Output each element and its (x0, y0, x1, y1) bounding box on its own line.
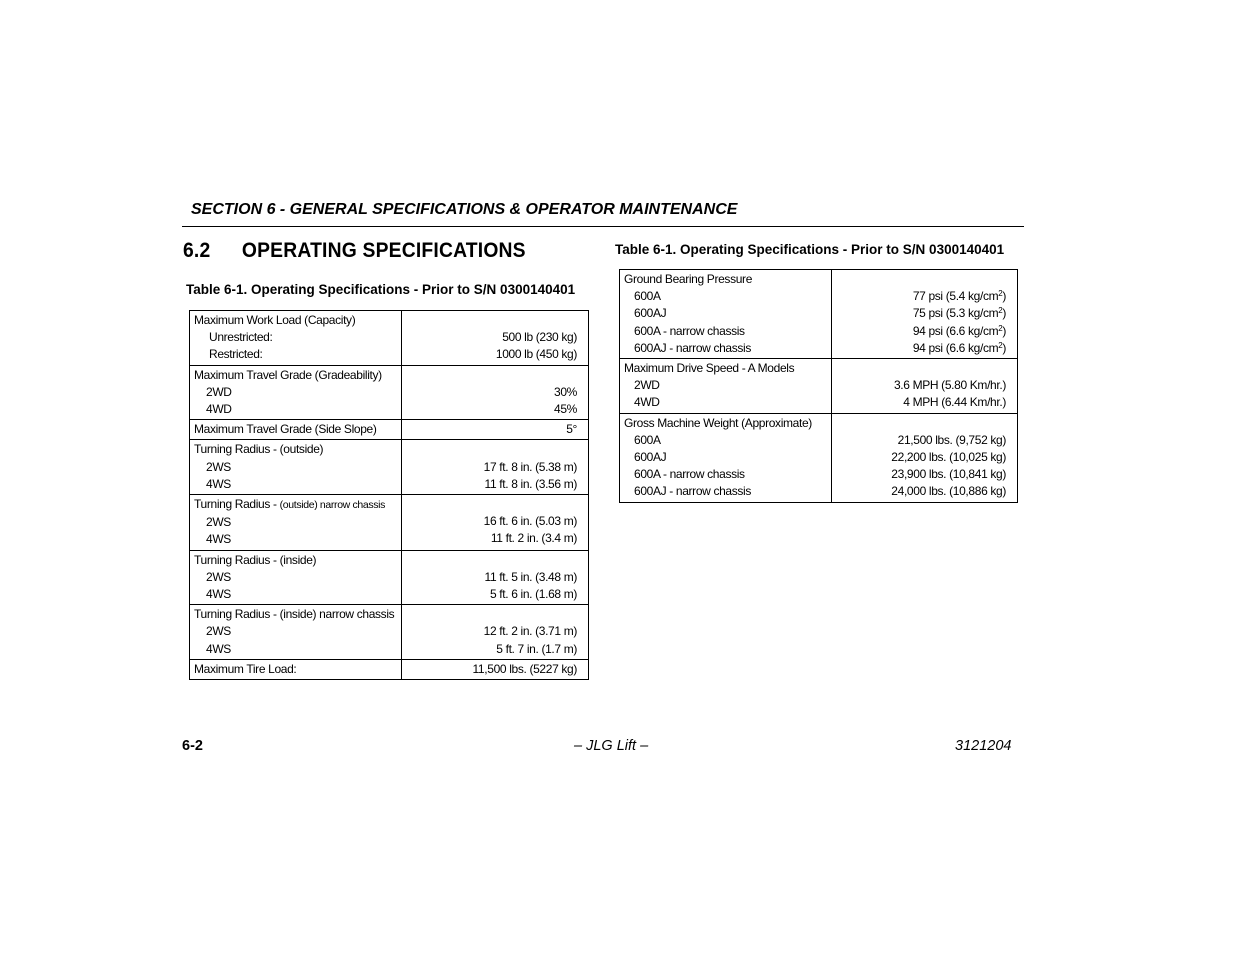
spec-label-cell (620, 270, 832, 359)
spec-item-value (406, 586, 577, 603)
spec-row (190, 420, 589, 440)
spec-value-text: 94 psi (6.6 kg/cm (912, 323, 999, 338)
spec-item-label: 600A (634, 432, 661, 447)
spec-heading-text: Maximum Drive Speed - A Models (624, 361, 795, 376)
spec-value-text: 22,200 lbs. (10,025 kg) (891, 450, 1006, 465)
section-heading (183, 239, 526, 263)
spec-value-spacer (836, 271, 1006, 288)
spec-value-text: 17 ft. 8 in. (5.38 m) (483, 459, 577, 474)
spec-value-suffix: ) (1002, 306, 1006, 321)
spec-item-label: 4WD (206, 402, 232, 417)
spec-item-value (836, 394, 1006, 411)
spec-heading-text: Maximum Work Load (Capacity) (194, 313, 356, 327)
spec-item-label: 4WD (634, 395, 660, 410)
spec-label-cell (620, 413, 832, 502)
spec-value-spacer (406, 312, 577, 329)
spec-label-cell (190, 659, 402, 679)
spec-heading (194, 606, 397, 623)
spec-item-label: 4WS (206, 641, 231, 656)
spec-value-suffix: ) (1002, 340, 1006, 355)
spec-heading (194, 496, 397, 514)
spec-item-label: 4WS (206, 587, 231, 602)
spec-heading-text: Turning Radius - (194, 497, 280, 512)
spec-row (620, 270, 1018, 359)
spec-heading-text: Gross Machine Weight (Approximate) (624, 415, 812, 430)
spec-item-label: 600AJ - narrow chassis (634, 484, 752, 499)
spec-value-text: 12 ft. 2 in. (3.71 m) (483, 624, 577, 639)
spec-value-cell (832, 270, 1018, 359)
spec-item-value (406, 401, 577, 418)
spec-heading (194, 552, 397, 569)
spec-item-value (836, 432, 1006, 449)
spec-value-cell (402, 311, 589, 366)
spec-value-text: 16 ft. 6 in. (5.03 m) (483, 514, 577, 529)
spec-item-value: 11,500 lbs. (5227 kg) (472, 661, 577, 676)
spec-item-value (836, 483, 1006, 500)
section-title: OPERATING SPECIFICATIONS (241, 239, 526, 262)
spec-value-spacer (406, 496, 577, 513)
spec-value-text: 5 ft. 6 in. (1.68 m) (489, 587, 577, 602)
spec-value-text: 77 psi (5.4 kg/cm (912, 289, 999, 304)
spec-heading-text: Turning Radius - (outside) (194, 442, 324, 457)
spec-heading (624, 271, 827, 288)
spec-value-cell (402, 605, 589, 660)
left-table-caption: Table 6-1. Operating Specifications - Prior to S/N 0300140401 (186, 282, 576, 297)
spec-item-label: 600AJ - narrow chassis (634, 340, 752, 355)
spec-item-value (406, 623, 577, 640)
spec-heading (194, 312, 397, 329)
spec-item-value (406, 384, 577, 401)
spec-row (620, 413, 1018, 502)
spec-value-suffix: ) (1002, 323, 1006, 338)
page-number: 6-2 (182, 738, 203, 754)
section-header: SECTION 6 - GENERAL SPECIFICATIONS & OPERATOR MAINTENANCE (191, 201, 738, 218)
spec-heading-text: Maximum Tire Load: (194, 661, 297, 676)
spec-value-exponent: 2 (998, 340, 1003, 350)
spec-item-value (406, 459, 577, 476)
spec-value-text: 11 ft. 2 in. (3.4 m) (490, 531, 577, 546)
spec-heading-text: Turning Radius - (inside) narrow chassis (194, 607, 395, 622)
spec-value-text: 11 ft. 5 in. (3.48 m) (484, 569, 577, 584)
spec-label-cell (190, 440, 402, 495)
document-number: 3121204 (955, 738, 1012, 754)
spec-value-spacer (836, 415, 1006, 432)
spec-heading (624, 415, 827, 432)
spec-item-value (406, 641, 577, 658)
spec-value-cell (402, 550, 589, 605)
spec-value-exponent: 2 (998, 289, 1003, 299)
spec-item-label: 600AJ (634, 450, 667, 465)
spec-heading-text: Maximum Travel Grade (Side Slope) (194, 422, 377, 437)
spec-heading-text: Ground Bearing Pressure (624, 272, 753, 286)
spec-value-cell (402, 495, 589, 551)
spec-label-cell (190, 495, 402, 551)
spec-row (190, 659, 589, 679)
spec-heading (194, 367, 397, 384)
spec-row (190, 550, 589, 605)
spec-value-spacer (406, 367, 577, 384)
spec-value-cell (832, 413, 1018, 502)
spec-heading (194, 441, 397, 458)
spec-value-text: 3.6 MPH (5.80 Km/hr.) (893, 378, 1006, 393)
spec-heading (194, 661, 397, 678)
spec-row (190, 365, 589, 420)
spec-value-spacer (406, 606, 577, 623)
spec-value-text: 30% (554, 384, 577, 399)
spec-item-label: 600A - narrow chassis (634, 467, 745, 482)
spec-item-label: 4WS (206, 532, 231, 547)
spec-value-cell (402, 440, 589, 495)
spec-item-value (836, 288, 1006, 305)
spec-item-label: 2WD (634, 378, 660, 393)
spec-item-label: Restricted: (209, 347, 263, 362)
header-rule (182, 226, 1024, 227)
spec-value-cell (402, 365, 589, 420)
spec-value-text: 75 psi (5.3 kg/cm (912, 306, 999, 321)
spec-heading (624, 360, 827, 377)
spec-value-spacer (406, 441, 577, 458)
spec-item-value (836, 305, 1006, 322)
spec-item-label: Unrestricted: (209, 330, 273, 345)
spec-value-exponent: 2 (998, 306, 1003, 316)
spec-value-text: 500 lb (230 kg) (502, 330, 577, 345)
spec-item-label: 2WS (206, 459, 231, 474)
spec-value-cell (402, 420, 589, 440)
spec-row (190, 495, 589, 551)
spec-heading-text: Maximum Travel Grade (Gradeability) (194, 367, 382, 382)
spec-value-text: 11 ft. 8 in. (3.56 m) (484, 476, 577, 491)
spec-item-value (406, 513, 577, 530)
spec-row (190, 311, 589, 366)
spec-item-label: 2WS (206, 515, 231, 530)
spec-value-exponent: 2 (998, 323, 1003, 333)
spec-value-text: 4 MPH (6.44 Km/hr.) (903, 395, 1006, 410)
spec-value-suffix: ) (1002, 289, 1006, 304)
right-table-caption: Table 6-1. Operating Specifications - Prior to S/N 0300140401 (615, 242, 1005, 257)
spec-value-text: 94 psi (6.6 kg/cm (912, 340, 999, 355)
spec-item-label: 600AJ (634, 306, 667, 321)
spec-label-cell (190, 420, 402, 440)
spec-item-value (836, 377, 1006, 394)
spec-item-value: 5° (566, 422, 577, 437)
section-number: 6.2 (183, 239, 211, 262)
spec-value-cell (832, 359, 1018, 414)
spec-item-value (406, 329, 577, 346)
spec-item-value (836, 340, 1006, 357)
spec-item-value (836, 466, 1006, 483)
right-spec-table (619, 269, 1018, 503)
spec-label-cell (190, 365, 402, 420)
footer-brand: – JLG Lift – (574, 738, 649, 754)
spec-item-value (406, 476, 577, 493)
spec-item-value (406, 530, 577, 547)
spec-value-text: 45% (554, 402, 577, 417)
spec-heading (194, 421, 397, 438)
spec-value-text: 24,000 lbs. (10,886 kg) (891, 484, 1006, 499)
spec-row (190, 440, 589, 495)
spec-label-cell (190, 550, 402, 605)
spec-item-value (836, 323, 1006, 340)
spec-item-label: 600A (634, 289, 661, 304)
spec-item-value (836, 449, 1006, 466)
spec-label-cell (620, 359, 832, 414)
spec-heading-note: (outside) narrow chassis (279, 499, 386, 512)
spec-value-spacer (836, 360, 1006, 377)
spec-row (190, 605, 589, 660)
spec-item-label: 4WS (206, 476, 231, 491)
spec-item-label: 2WS (206, 624, 231, 639)
spec-value-text: 21,500 lbs. (9,752 kg) (897, 432, 1006, 447)
spec-row (620, 359, 1018, 414)
spec-value-text: 1000 lb (450 kg) (495, 347, 577, 362)
spec-item-label: 2WS (206, 569, 231, 584)
spec-item-value (406, 569, 577, 586)
spec-value-text: 23,900 lbs. (10,841 kg) (891, 467, 1006, 482)
spec-item-label: 600A - narrow chassis (634, 323, 745, 338)
left-spec-table (189, 310, 589, 680)
spec-label-cell (190, 311, 402, 366)
spec-item-label: 2WD (206, 384, 232, 399)
spec-value-text: 5 ft. 7 in. (1.7 m) (496, 641, 577, 656)
spec-value-cell (402, 659, 589, 679)
spec-heading-text: Turning Radius - (inside) (194, 552, 317, 567)
spec-value-spacer (406, 552, 577, 569)
spec-item-value (406, 346, 577, 363)
spec-label-cell (190, 605, 402, 660)
